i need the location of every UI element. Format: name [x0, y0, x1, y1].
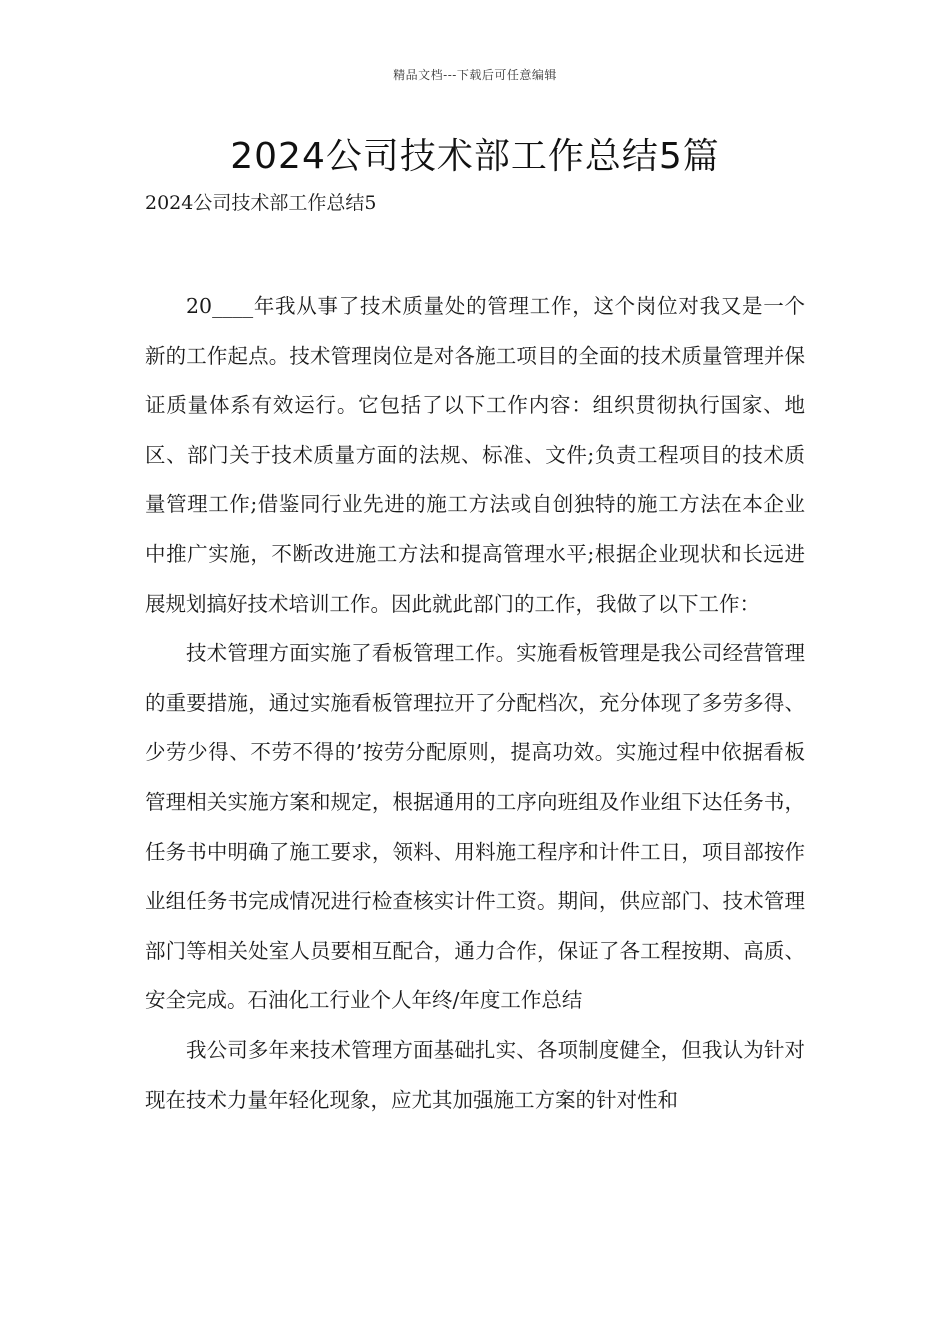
- header-note: 精品文档---下载后可任意编辑: [393, 68, 557, 82]
- document-title: 2024公司技术部工作总结5篇: [230, 136, 720, 177]
- paragraph-3: 我公司多年来技术管理方面基础扎实、各项制度健全，但我认为针对现在技术力量年轻化现象，应尤其加强施工方案的针对性和: [145, 1037, 805, 1112]
- document-body: [145, 282, 805, 1125]
- document-subtitle: 2024公司技术部工作总结5: [145, 192, 377, 214]
- paragraph-1: 20____年我从事了技术质量处的管理工作，这个岗位对我又是一个新的工作起点。技术管理岗位是对各施工项目的全面的技术质量管理并保证质量体系有效运行。它包括了以下工作内容：组织贯彻执行国家、地区、部门关于技术质量方面的法规、标准、文件;负责工程项目的技术质量管理工作;借鉴同行业先进的施工方法或自创独特的施工方法在本企业中推广实施，不断改进施工方法和提高管理水平;根据企业现状和长远进展规划搞好技术培训工作。因此就此部门的工作，我做了以下工作：: [145, 294, 805, 616]
- paragraph-2: 技术管理方面实施了看板管理工作。实施看板管理是我公司经营管理的重要措施，通过实施看板管理拉开了分配档次，充分体现了多劳多得、少劳少得、不劳不得的’按劳分配原则，提高功效。实施过程中依据看板管理相关实施方案和规定，根据通用的工序向班组及作业组下达任务书，任务书中明确了施工要求，领料、用料施工程序和计件工日，项目部按作业组任务书完成情况进行检查核实计件工资。期间，供应部门、技术管理部门等相关处室人员要相互配合，通力合作，保证了各工程按期、高质、安全完成。石油化工行业个人年终/年度工作总结: [145, 641, 805, 1013]
